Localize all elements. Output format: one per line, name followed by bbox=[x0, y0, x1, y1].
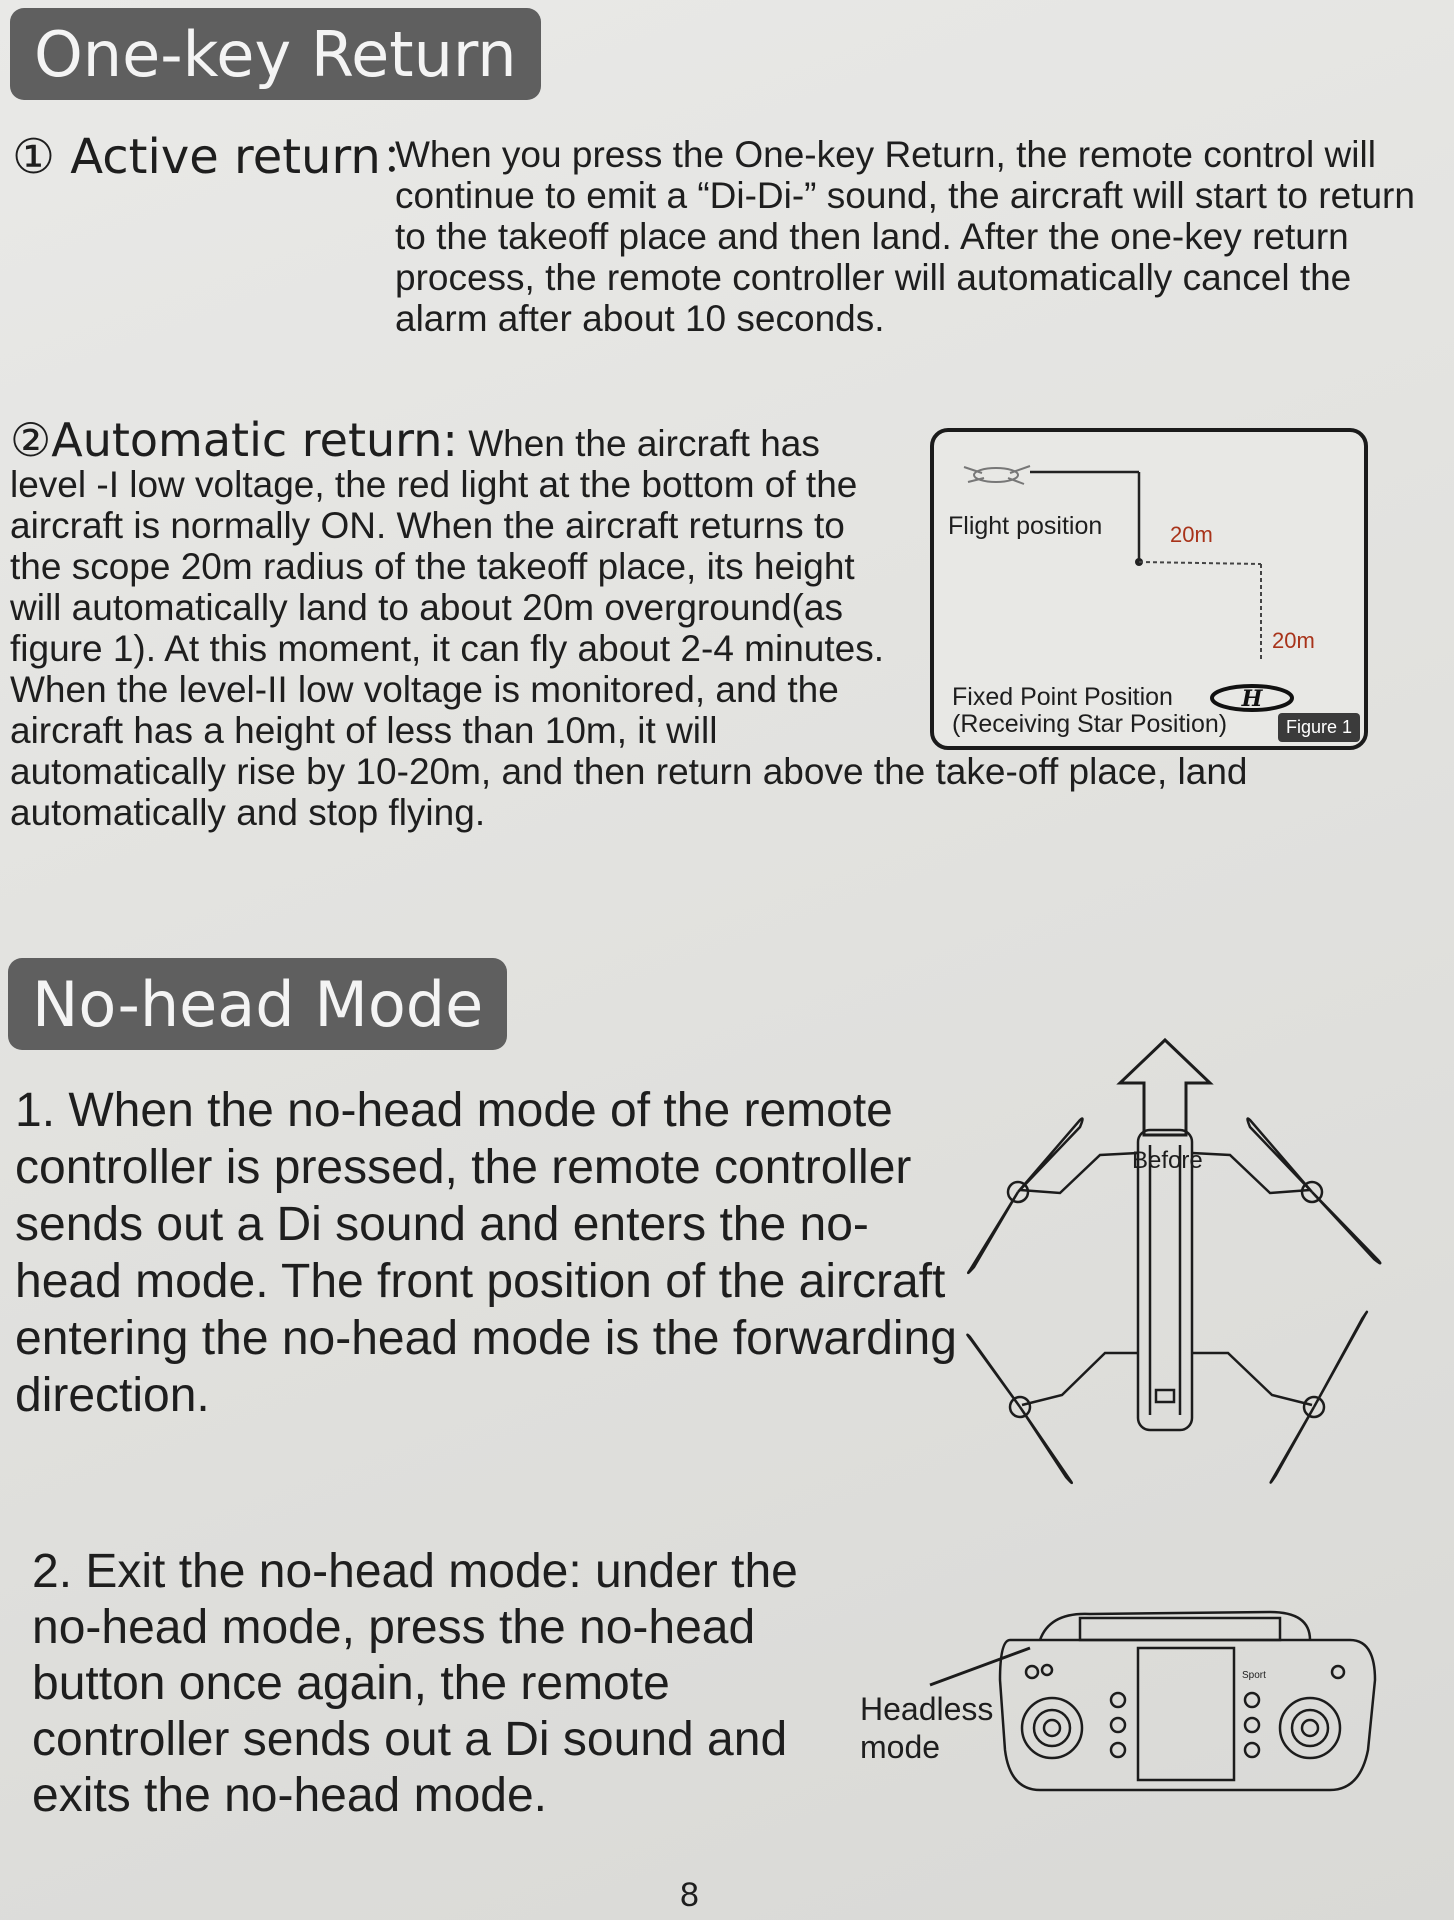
automatic-return-label: ②Automatic return: bbox=[10, 413, 458, 467]
headless-line1: Headless bbox=[860, 1691, 994, 1727]
page-number: 8 bbox=[680, 1876, 699, 1914]
remote-controller-illustration bbox=[840, 1600, 1380, 1810]
headless-line2: mode bbox=[860, 1729, 941, 1765]
fixed-point-line1: Fixed Point Position bbox=[952, 683, 1173, 711]
no-head-step-1: 1. When the no-head mode of the remote controller is pressed, the remote controller sends out a Di sound and enters the no-head mode. The front position of the aircraft entering the no-head mode is the forwarding direction. bbox=[15, 1084, 957, 1422]
drone-icon bbox=[960, 1035, 1390, 1495]
forward-arrow-icon bbox=[1120, 1040, 1210, 1135]
before-label: Before bbox=[1132, 1147, 1203, 1174]
fixed-point-line2: (Receiving Star Position) bbox=[952, 710, 1228, 738]
vertical-distance-label: 20m bbox=[1272, 628, 1315, 653]
flight-position-label: Flight position bbox=[948, 512, 1103, 540]
fixed-point-label bbox=[952, 684, 1227, 738]
sport-label: Sport bbox=[1242, 1670, 1266, 1681]
drone-top-view-illustration bbox=[960, 1035, 1390, 1495]
no-head-step-2: 2. Exit the no-head mode: under the no-head mode, press the no-head button once again, the remote controller sends out a Di sound and exits the no-head mode. bbox=[32, 1545, 798, 1822]
small-drone-icon bbox=[964, 466, 1030, 484]
section-title-no-head-mode: No-head Mode bbox=[8, 958, 507, 1050]
remote-controller-icon bbox=[840, 1600, 1380, 1810]
helipad-letter: H bbox=[1241, 686, 1263, 712]
active-return-label: ① Active return： bbox=[12, 129, 429, 185]
section-title-one-key-return: One-key Return bbox=[10, 8, 541, 100]
figure-caption-badge: Figure 1 bbox=[1278, 713, 1360, 742]
automatic-return-text: When the aircraft has level -I low voltage, the red light at the bottom of the aircraft is normally ON. When the aircraft returns to the scope 20m radius of the takeoff place, its height will automatically land to about 20m overground(as figure 1). At this moment, it can fly about 2-4 minutes. When the level-II low voltage is monitored, and the aircraft has a height of less than 10m, it will automatically rise by 10-20m, and then return above the take-off place, land automatically and stop flying. bbox=[10, 423, 1248, 833]
horizontal-distance-label: 20m bbox=[1170, 522, 1213, 547]
figure-1-return-diagram bbox=[930, 428, 1368, 750]
active-return-text: When you press the One-key Return, the remote control will continue to emit a “Di-Di-” sound, the aircraft will start to return to the takeoff place and then land. After the one-key return process, the remote controller will automatically cancel the alarm after about 10 seconds. bbox=[395, 134, 1415, 339]
